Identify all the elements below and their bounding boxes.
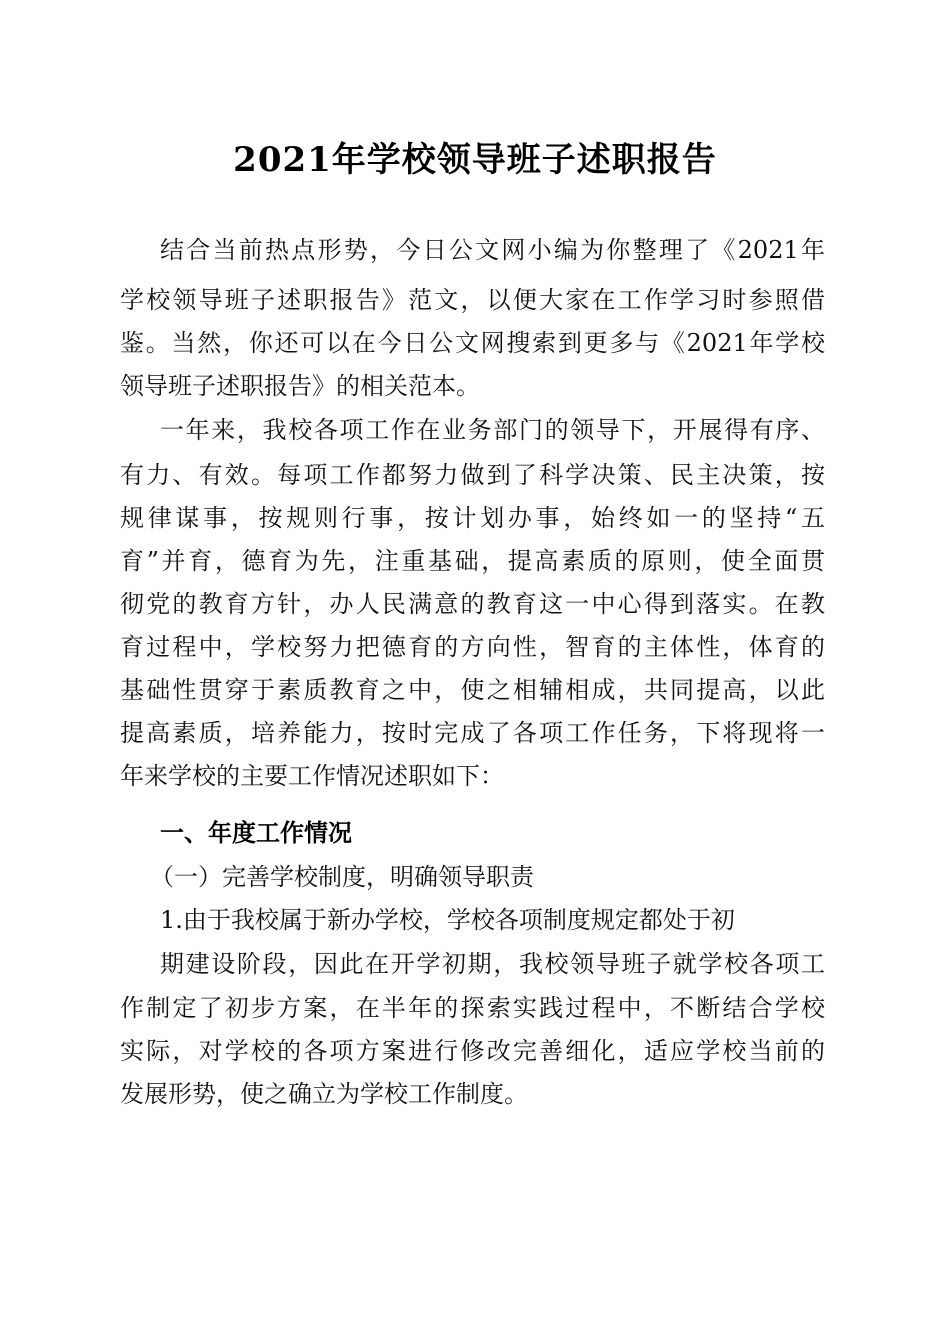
paragraph-line: 作制定了初步方案，在半年的探索实践过程中，不断结合学校	[120, 994, 825, 1022]
paragraph-line: 结合当前热点形势，今日公文网小编为你整理了《2021年	[160, 236, 825, 264]
paragraph-line: 彻党的教育方针，办人民满意的教育这一中心得到落实。在教	[120, 590, 825, 618]
paragraph-line: 鉴。当然，你还可以在今日公文网搜索到更多与《2021年学校	[120, 329, 825, 357]
paragraph-line: 育”并育，德育为先，注重基础，提高素质的原则，使全面贯	[120, 547, 825, 575]
paragraph-line: 实际，对学校的各项方案进行修改完善细化，适应学校当前的	[120, 1037, 825, 1065]
paragraph-line: 年来学校的主要工作情况述职如下：	[120, 762, 504, 790]
paragraph-line: 规律谋事，按规则行事，按计划办事，始终如一的坚持“五	[120, 504, 825, 532]
paragraph-line: 有力、有效。每项工作都努力做到了科学决策、民主决策，按	[120, 461, 825, 489]
paragraph-line: 学校领导班子述职报告》范文，以便大家在工作学习时参照借	[120, 286, 825, 314]
paragraph-line: 基础性贯穿于素质教育之中，使之相辅相成，共同提高，以此	[120, 676, 825, 704]
section-heading: 一、年度工作情况	[160, 819, 352, 847]
paragraph-line: 领导班子述职报告》的相关范本。	[120, 372, 480, 400]
paragraph-line: 一年来，我校各项工作在业务部门的领导下，开展得有序、	[160, 416, 825, 444]
document-title: 2021年学校领导班子述职报告	[233, 140, 717, 180]
paragraph-line: 期建设阶段，因此在开学初期，我校领导班子就学校各项工	[160, 950, 825, 978]
item-first-line: 1.由于我校属于新办学校，学校各项制度规定都处于初	[160, 906, 735, 934]
paragraph-line: 育过程中，学校努力把德育的方向性，智育的主体性，体育的	[120, 633, 825, 661]
paragraph-line: 发展形势，使之确立为学校工作制度。	[120, 1080, 528, 1108]
subsection-heading: （一）完善学校制度，明确领导职责	[150, 863, 534, 891]
paragraph-line: 提高素质，培养能力，按时完成了各项工作任务，下将现将一	[120, 719, 825, 747]
